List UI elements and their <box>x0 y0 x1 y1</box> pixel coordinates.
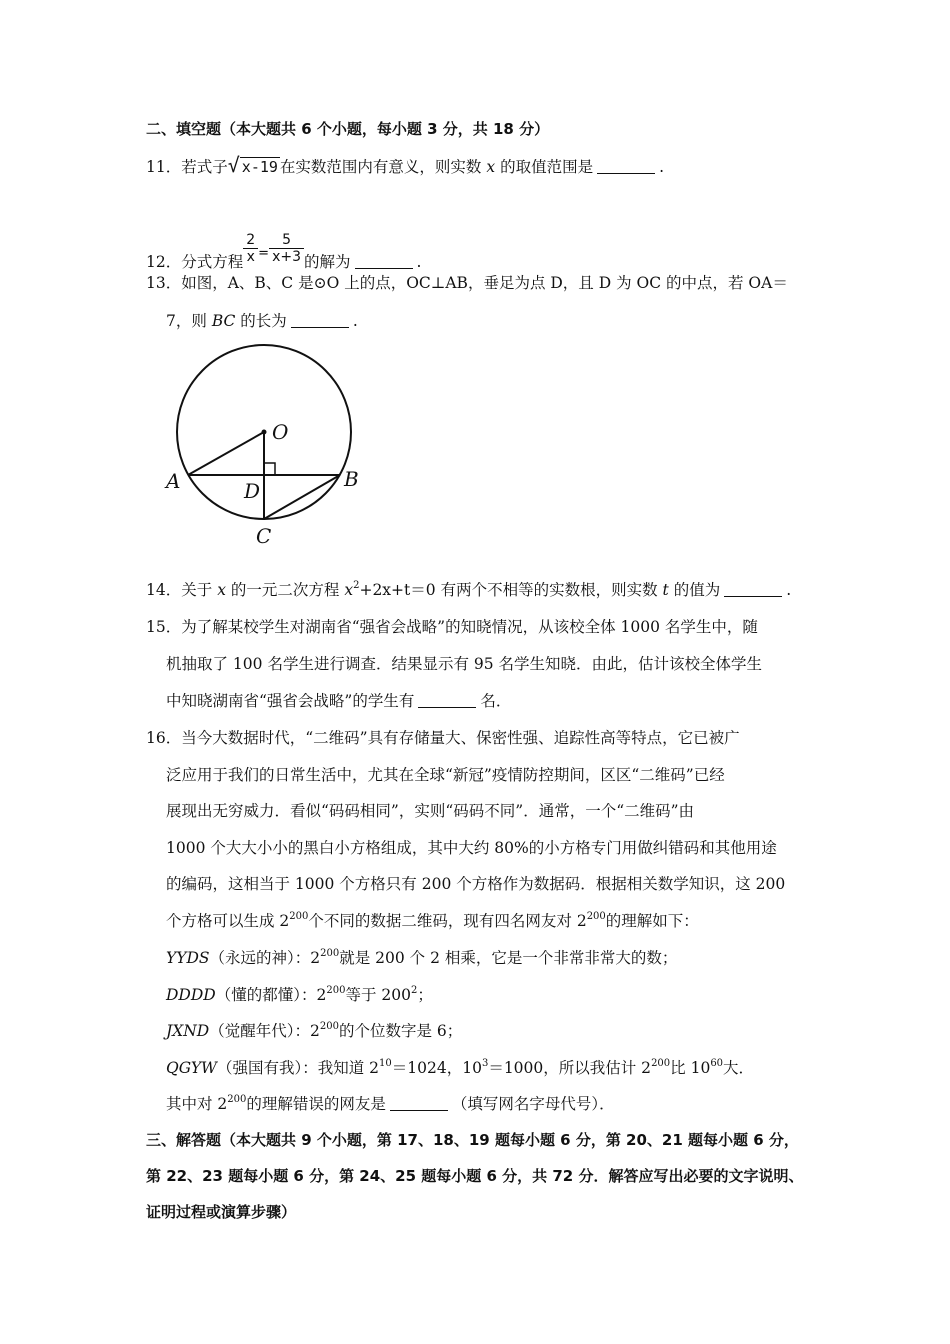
dddd-name: DDDD <box>166 986 216 1004</box>
segment-oa <box>188 432 264 475</box>
q16-qgyw-line <box>166 1058 754 1078</box>
label-d: D <box>244 479 261 503</box>
q12-number: 12． <box>146 253 182 271</box>
section2-title: 二、填空题（本大题共 6 个小题，每小题 3 分，共 18 分） <box>146 120 550 138</box>
qgyw-sup4: 60 <box>710 1058 724 1069</box>
q16-line6-c: 的理解如下： <box>605 912 699 930</box>
q14-answer-blank[interactable] <box>724 582 782 597</box>
q16-answer-blank[interactable] <box>390 1096 448 1111</box>
q15-text-b: 名． <box>480 692 512 710</box>
question-16-line3: 展现出无穷威力．看似“码码相同”，实则“码码不同”．通常，一个“二维码”由 <box>166 802 695 820</box>
qgyw-d: 比 10 <box>670 1059 711 1077</box>
label-c: C <box>256 524 272 548</box>
q12-equals: = <box>258 246 270 261</box>
q13-text-a: 7，则 <box>166 312 207 330</box>
question-16-line6 <box>166 911 699 931</box>
q16-line6-sup2: 200 <box>586 911 606 922</box>
q14-text-d: 的值为 <box>673 581 721 599</box>
right-angle-mark <box>264 463 275 475</box>
jxnd-sup: 200 <box>319 1021 339 1032</box>
question-15-line1: 15．为了解某校学生对湖南省“强省会战略”的知晓情况，从该校全体 1000 名学生中，随 <box>146 618 758 636</box>
q14-eq-a: x <box>344 581 354 599</box>
q11-radicand: x-19 <box>241 158 278 176</box>
dddd-sup: 200 <box>326 985 346 996</box>
q16-last-b: 的理解错误的网友是 <box>246 1095 386 1113</box>
q12-end: . <box>416 253 422 271</box>
q14-text-a: 关于 <box>181 581 213 599</box>
qgyw-b: ＝1024，10 <box>391 1059 482 1077</box>
q15-text-a: 中知晓湖南省“强省会战略”的学生有 <box>166 692 415 710</box>
qgyw-e: 大． <box>723 1059 755 1077</box>
section3-line2: 第 22、23 题每小题 6 分，第 24、25 题每小题 6 分，共 72 分．解答应写出必要的文字说明、 <box>146 1167 804 1185</box>
q15-answer-blank[interactable] <box>418 693 476 708</box>
label-b: B <box>344 467 359 491</box>
q12-fraction-right <box>269 232 304 265</box>
segment-bc <box>264 475 340 519</box>
dddd-c: ； <box>417 986 433 1004</box>
q16-line6-a: 个方格可以生成 2 <box>166 912 290 930</box>
question-14 <box>146 580 791 600</box>
q11-text-post: 在实数范围内有意义，则实数 <box>279 158 482 176</box>
qgyw-name: QGYW <box>166 1059 217 1077</box>
q14-end: . <box>786 581 792 599</box>
q11-number: 11． <box>146 158 182 176</box>
q12-text-pre: 分式方程 <box>181 253 244 271</box>
q14-eq-sup: 2 <box>353 580 360 591</box>
q16-yyds-line <box>166 948 677 968</box>
q16-line6-sup: 200 <box>289 911 309 922</box>
q13-variable: BC <box>211 312 236 330</box>
q16-last-sup: 200 <box>227 1094 247 1105</box>
qgyw-c: ＝1000，所以我估计 2 <box>488 1059 652 1077</box>
question-16-line2: 泛应用于我们的日常生活中，尤其在全球“新冠”疫情防控期间，区区“二维码”已经 <box>166 766 725 784</box>
question-16-line4: 1000 个大大小小的黑白小方格组成，其中大约 80%的小方格专门用做纠错码和其他用途 <box>166 839 777 857</box>
q16-last-line <box>166 1094 615 1114</box>
q11-sqrt-expression: √ x-19 <box>227 153 278 177</box>
qgyw-sup2: 3 <box>481 1058 489 1069</box>
jxnd-a: （觉醒年代）：2 <box>209 1022 320 1040</box>
yyds-sup: 200 <box>320 948 340 959</box>
dddd-b: 等于 200 <box>345 986 411 1004</box>
q16-jxnd-line <box>166 1021 462 1041</box>
q11-text-pre: 若式子 <box>181 158 228 176</box>
q14-text-b: 的一元二次方程 <box>230 581 340 599</box>
q12-rhs-numerator: 5 <box>269 232 304 249</box>
q11-end: . <box>659 158 665 176</box>
q13-end: . <box>352 312 358 330</box>
dddd-sup2: 2 <box>410 985 418 996</box>
label-a: A <box>166 469 181 493</box>
q16-last-c: （填写网名字母代号）． <box>451 1095 615 1113</box>
yyds-b: 就是 200 个 2 相乘，它是一个非常非常大的数； <box>339 949 678 967</box>
section3-line3: 证明过程或演算步骤） <box>146 1203 297 1221</box>
q14-var-x: x <box>217 581 226 599</box>
qgyw-sup: 10 <box>379 1058 392 1069</box>
yyds-a: （永远的神）：2 <box>209 949 321 967</box>
question-11 <box>146 155 664 177</box>
circle-geometry-figure <box>160 338 370 553</box>
question-16-line1: 16．当今大数据时代，“二维码”具有存储量大、保密性强、追踪性高等特点，它已被广 <box>146 729 740 747</box>
q13-answer-blank[interactable] <box>291 313 349 328</box>
label-o: O <box>272 420 289 444</box>
q16-dddd-line <box>166 985 433 1005</box>
q12-lhs-denominator: x <box>246 249 255 265</box>
q11-answer-blank[interactable] <box>597 159 655 174</box>
question-16-line5: 的编码，这相当于 1000 个方格只有 200 个方格作为数据码．根据相关数学知识，这 200 <box>166 875 786 893</box>
q13-text-b: 的长为 <box>240 312 287 330</box>
yyds-name: YYDS <box>166 949 210 967</box>
q12-text-post: 的解为 <box>304 253 351 271</box>
q14-eq-b: +2x+t＝0 <box>359 581 436 599</box>
question-13-line2 <box>166 311 358 331</box>
point-o-dot <box>262 430 267 435</box>
q11-text-post2: 的取值范围是 <box>500 158 594 176</box>
section3-line1: 三、解答题（本大题共 9 个小题，第 17、18、19 题每小题 6 分，第 20、21 题每小题 6 分， <box>146 1131 799 1149</box>
q14-text-c: 有两个不相等的实数根，则实数 <box>440 581 658 599</box>
q14-number: 14． <box>146 581 182 599</box>
jxnd-name: JXND <box>166 1022 210 1040</box>
question-13-line1: 13．如图，A、B、C 是⊙O 上的点，OC⊥AB，垂足为点 D，且 D 为 OC 的中点，若 OA＝ <box>146 274 788 292</box>
question-15-line3 <box>166 691 511 711</box>
q16-line6-b: 个不同的数据二维码，现有四名网友对 2 <box>308 912 587 930</box>
question-15-line2: 机抽取了 100 名学生进行调查．结果显示有 95 名学生知晓．由此，估计该校全体学生 <box>166 655 763 673</box>
dddd-a: （懂的都懂）：2 <box>215 986 327 1004</box>
q16-last-a: 其中对 2 <box>166 1095 228 1113</box>
q11-variable: x <box>486 158 496 176</box>
qgyw-a: （强国有我）：我知道 2 <box>216 1059 380 1077</box>
qgyw-sup3: 200 <box>651 1058 671 1069</box>
question-12 <box>146 232 421 272</box>
jxnd-b: 的个位数字是 6； <box>338 1022 463 1040</box>
q12-lhs-numerator: 2 <box>243 232 258 249</box>
q12-rhs-denominator: x+3 <box>272 249 302 265</box>
q12-fraction-left <box>243 232 258 265</box>
q12-answer-blank[interactable] <box>355 254 413 269</box>
q14-var-t: t <box>662 581 669 599</box>
